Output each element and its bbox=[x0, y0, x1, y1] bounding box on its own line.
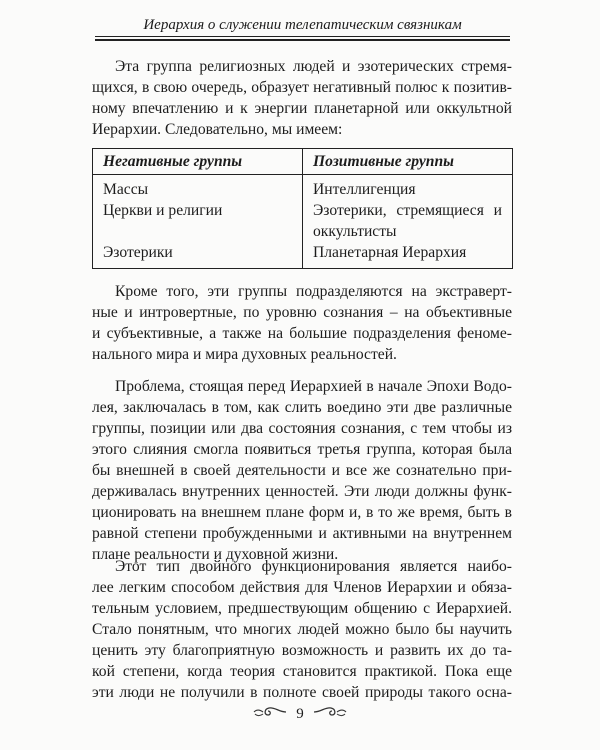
text-line: ционировать на внешнем плане форм и, в то же время, быть в bbox=[92, 504, 512, 521]
text-line: Проблема, стоящая перед Иерархией в начале Эпохи Водо- bbox=[115, 378, 512, 395]
text-line: ные и интровертные, по уровню сознания – на объективные bbox=[92, 304, 512, 321]
text-line: Иерархии. Следовательно, мы имеем: bbox=[92, 121, 343, 138]
text-line: ному впечатлению и к энергии планетарной или оккультной bbox=[92, 100, 512, 117]
right-ornament-icon bbox=[313, 705, 347, 724]
paragraph-1 bbox=[92, 56, 512, 140]
text-line: лея, заключалась в том, как слить воедино эти две различные bbox=[92, 399, 512, 416]
text-line: равной степени пробужденными и активными на внутреннем bbox=[92, 525, 512, 542]
page-footer bbox=[0, 705, 600, 724]
column-header-negative: Негативные группы bbox=[93, 149, 303, 175]
text-line: группы, позиции или два состояния сознания, с тем чтобы из bbox=[92, 420, 512, 437]
text-line: плане реальности и духовной жизни. bbox=[92, 546, 339, 563]
text-line: лее легким способом действия для Членов Иерархии и обяза- bbox=[92, 579, 512, 596]
text-line: щихся, в свою очередь, образует негативный полюс к позитив- bbox=[92, 79, 512, 96]
paragraph-4 bbox=[92, 556, 512, 703]
left-ornament-icon bbox=[253, 705, 287, 724]
text-line: эти люди не получили в полноте своей природы такого осна- bbox=[92, 684, 512, 701]
text-line: бы внешней в своей деятельности и все же сознательно при- bbox=[92, 462, 512, 479]
text-line: тельным условием, предшествующим общению с Иерархией. bbox=[92, 600, 512, 617]
list-item bbox=[103, 221, 292, 242]
text-line: Кроме того, эти группы подразделяются на экстраверт- bbox=[115, 283, 512, 300]
list-item: Планетарная Иерархия bbox=[313, 244, 467, 261]
text-line: Стало понятным, что многих людей можно было бы научить bbox=[92, 621, 512, 638]
list-item: Массы bbox=[103, 181, 149, 198]
text-line: держивалась внутренних ценностей. Эти люди должны функ- bbox=[92, 483, 512, 500]
text-line: Этот тип двойного функционирования является наибо- bbox=[115, 558, 512, 575]
text-line: и субъективные, а также на большие подразделения феноме- bbox=[92, 325, 512, 342]
running-header: Иерархия о служении телепатическим связникам bbox=[95, 17, 510, 41]
text-line: нального мира и мира духовных реальностей. bbox=[92, 346, 397, 363]
paragraph-2 bbox=[92, 281, 512, 365]
list-item: оккультисты bbox=[313, 223, 397, 240]
list-item: Интеллигенция bbox=[313, 181, 416, 198]
table-header-row bbox=[93, 149, 513, 175]
list-item: Эзотерики, стремящиеся и bbox=[313, 202, 502, 219]
text-line: этого слияния смогла появиться третья группа, которая была bbox=[92, 441, 512, 458]
text-line: ценить эту благоприятную возможность и развить их до та- bbox=[92, 642, 512, 659]
list-item: Эзотерики bbox=[103, 244, 173, 261]
table-row bbox=[93, 175, 513, 269]
text-line: Эта группа религиозных людей и эзотерических стремя- bbox=[115, 58, 512, 75]
list-item: Церкви и религии bbox=[103, 202, 223, 219]
text-line: кой степени, когда теория становится практикой. Пока еще bbox=[92, 663, 512, 680]
negative-groups-cell bbox=[93, 175, 303, 269]
column-header-positive: Позитивные группы bbox=[303, 149, 513, 175]
groups-table bbox=[92, 148, 513, 269]
positive-groups-cell bbox=[303, 175, 513, 269]
paragraph-3 bbox=[92, 376, 512, 565]
page-number: 9 bbox=[296, 706, 304, 722]
